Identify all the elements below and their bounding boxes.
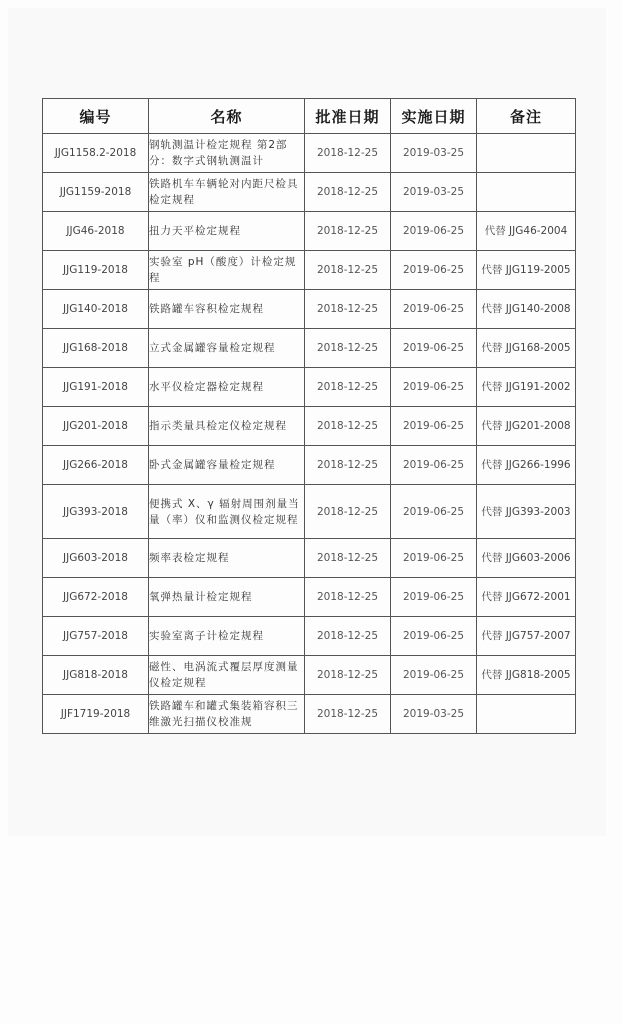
cell-approve-date: 2018-12-25 (305, 695, 391, 734)
table-row (43, 368, 576, 407)
cell-code: JJG603-2018 (43, 539, 149, 578)
header-name: 名称 (149, 99, 305, 134)
cell-approve-date: 2018-12-25 (305, 446, 391, 485)
cell-implement-date: 2019-06-25 (391, 368, 477, 407)
cell-implement-date: 2019-06-25 (391, 446, 477, 485)
cell-note: 代替 JJG119-2005 (477, 251, 576, 290)
table-row (43, 695, 576, 734)
cell-implement-date: 2019-03-25 (391, 134, 477, 173)
cell-note (477, 173, 576, 212)
table-row (43, 485, 576, 539)
cell-name: 扭力天平检定规程 (149, 212, 305, 251)
cell-approve-date: 2018-12-25 (305, 578, 391, 617)
standards-table (42, 98, 576, 734)
cell-name: 指示类量具检定仪检定规程 (149, 407, 305, 446)
cell-name: 卧式金属罐容量检定规程 (149, 446, 305, 485)
cell-code: JJG393-2018 (43, 485, 149, 539)
cell-name: 铁路罐车和罐式集装箱容积三维激光扫描仪校准规 (149, 695, 305, 734)
header-code: 编号 (43, 99, 149, 134)
cell-note: 代替 JJG168-2005 (477, 329, 576, 368)
cell-name: 水平仪检定器检定规程 (149, 368, 305, 407)
cell-code: JJG266-2018 (43, 446, 149, 485)
cell-code: JJF1719-2018 (43, 695, 149, 734)
cell-implement-date: 2019-06-25 (391, 251, 477, 290)
cell-name: 铁路罐车容积检定规程 (149, 290, 305, 329)
table-row (43, 173, 576, 212)
table-row (43, 407, 576, 446)
cell-note: 代替 JJG757-2007 (477, 617, 576, 656)
table-header-row (43, 99, 576, 134)
cell-name: 钢轨测温计检定规程 第2部分：数字式钢轨测温计 (149, 134, 305, 173)
table-row (43, 446, 576, 485)
cell-note: 代替 JJG393-2003 (477, 485, 576, 539)
cell-code: JJG1159-2018 (43, 173, 149, 212)
cell-code: JJG191-2018 (43, 368, 149, 407)
cell-name: 铁路机车车辆轮对内距尺检具检定规程 (149, 173, 305, 212)
cell-note (477, 695, 576, 734)
cell-code: JJG672-2018 (43, 578, 149, 617)
cell-name: 实验室 pH（酸度）计检定规程 (149, 251, 305, 290)
cell-implement-date: 2019-06-25 (391, 212, 477, 251)
cell-approve-date: 2018-12-25 (305, 485, 391, 539)
table-row (43, 656, 576, 695)
header-approve-date: 批准日期 (305, 99, 391, 134)
cell-approve-date: 2018-12-25 (305, 290, 391, 329)
cell-note (477, 134, 576, 173)
cell-code: JJG46-2018 (43, 212, 149, 251)
table-row (43, 617, 576, 656)
cell-name: 频率表检定规程 (149, 539, 305, 578)
cell-implement-date: 2019-06-25 (391, 329, 477, 368)
cell-code: JJG818-2018 (43, 656, 149, 695)
cell-approve-date: 2018-12-25 (305, 134, 391, 173)
cell-note: 代替 JJG191-2002 (477, 368, 576, 407)
cell-note: 代替 JJG201-2008 (477, 407, 576, 446)
cell-approve-date: 2018-12-25 (305, 407, 391, 446)
cell-name: 立式金属罐容量检定规程 (149, 329, 305, 368)
cell-implement-date: 2019-06-25 (391, 539, 477, 578)
cell-approve-date: 2018-12-25 (305, 212, 391, 251)
cell-code: JJG1158.2-2018 (43, 134, 149, 173)
cell-implement-date: 2019-03-25 (391, 695, 477, 734)
cell-name: 便携式 X、γ 辐射周围剂量当量（率）仪和监测仪检定规程 (149, 485, 305, 539)
cell-approve-date: 2018-12-25 (305, 617, 391, 656)
cell-approve-date: 2018-12-25 (305, 251, 391, 290)
header-note: 备注 (477, 99, 576, 134)
cell-implement-date: 2019-06-25 (391, 617, 477, 656)
table-row (43, 578, 576, 617)
cell-note: 代替 JJG266-1996 (477, 446, 576, 485)
cell-approve-date: 2018-12-25 (305, 368, 391, 407)
table-row (43, 329, 576, 368)
cell-name: 磁性、电涡流式覆层厚度测量仪检定规程 (149, 656, 305, 695)
cell-code: JJG168-2018 (43, 329, 149, 368)
table-row (43, 212, 576, 251)
table-row (43, 290, 576, 329)
table-row (43, 251, 576, 290)
cell-approve-date: 2018-12-25 (305, 539, 391, 578)
cell-implement-date: 2019-06-25 (391, 656, 477, 695)
cell-implement-date: 2019-06-25 (391, 485, 477, 539)
cell-note: 代替 JJG672-2001 (477, 578, 576, 617)
cell-name: 氧弹热量计检定规程 (149, 578, 305, 617)
cell-approve-date: 2018-12-25 (305, 173, 391, 212)
cell-code: JJG757-2018 (43, 617, 149, 656)
cell-implement-date: 2019-03-25 (391, 173, 477, 212)
cell-name: 实验室离子计检定规程 (149, 617, 305, 656)
cell-implement-date: 2019-06-25 (391, 578, 477, 617)
cell-approve-date: 2018-12-25 (305, 329, 391, 368)
cell-implement-date: 2019-06-25 (391, 290, 477, 329)
cell-note: 代替 JJG603-2006 (477, 539, 576, 578)
cell-note: 代替 JJG46-2004 (477, 212, 576, 251)
cell-code: JJG140-2018 (43, 290, 149, 329)
cell-note: 代替 JJG140-2008 (477, 290, 576, 329)
header-implement-date: 实施日期 (391, 99, 477, 134)
table-row (43, 134, 576, 173)
cell-implement-date: 2019-06-25 (391, 407, 477, 446)
cell-code: JJG119-2018 (43, 251, 149, 290)
cell-code: JJG201-2018 (43, 407, 149, 446)
cell-note: 代替 JJG818-2005 (477, 656, 576, 695)
cell-approve-date: 2018-12-25 (305, 656, 391, 695)
table-row (43, 539, 576, 578)
